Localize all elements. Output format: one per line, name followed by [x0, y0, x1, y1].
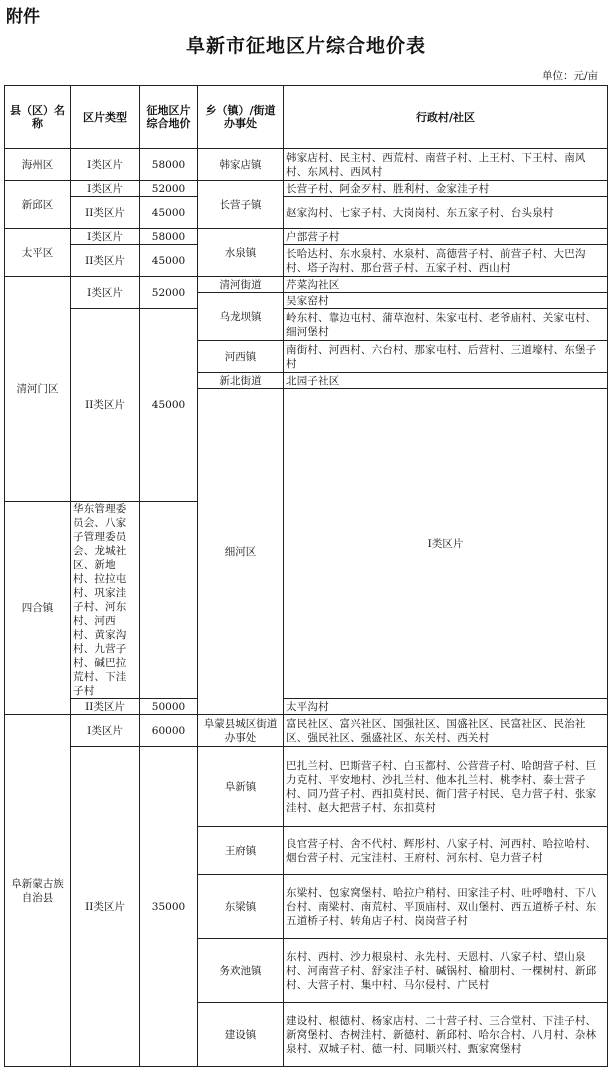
county-cell: 新邱区: [5, 181, 71, 229]
header-villages: 行政村/社区: [284, 86, 608, 149]
attachment-label: 附件: [6, 7, 40, 27]
table-row: [5, 277, 608, 293]
villages-cell: 建设村、根德村、杨家店村、二十营子村、三合堂村、下洼子村、新窝堡村、杏树洼村、新德村、新邱村、哈尔合村、八月村、杂林泉村、双城子村、德一村、同顺兴村、甄家窝堡村: [284, 1003, 608, 1067]
price-cell: 60000: [140, 715, 198, 747]
price-cell: 52000: [140, 277, 198, 309]
villages-cell: 韩家店村、民主村、西荒村、南营子村、上王村、下王村、南风村、东风村、西风村: [284, 149, 608, 181]
zone-type-cell: II类区片: [71, 747, 140, 1067]
town-cell: 乌龙坝镇: [198, 293, 284, 341]
town-cell: 韩家店镇: [198, 149, 284, 181]
villages-cell: 赵家沟村、七家子村、大岗岗村、东五家子村、台头泉村: [284, 197, 608, 229]
header-county: 县（区）名称: [5, 86, 71, 149]
villages-cell: 南街村、河西村、六台村、那家屯村、后营村、三道壕村、东堡子村: [284, 341, 608, 373]
villages-cell: 户部营子村: [284, 229, 608, 245]
zone-type-cell: I类区片: [71, 181, 140, 197]
table-row: [5, 309, 608, 341]
table-row: [5, 715, 608, 747]
table-row: [5, 747, 608, 827]
county-cell: 细河区: [198, 389, 284, 715]
zone-type-cell: I类区片: [71, 229, 140, 245]
villages-cell: 吴家窑村: [284, 293, 608, 309]
town-cell: 东梁镇: [198, 875, 284, 939]
table-row: [5, 229, 608, 245]
villages-cell: 华东管理委员会、八家子管理委员会、龙城社区、新地村、拉拉屯村、巩家洼子村、河东村、河西村、黄家沟村、九营子村、碱巴拉荒村、下洼子村: [71, 502, 140, 699]
town-cell: 水泉镇: [198, 229, 284, 277]
price-cell: 58000: [140, 149, 198, 181]
town-cell: 长营子镇: [198, 181, 284, 229]
header-row: [5, 86, 608, 149]
villages-cell: 北园子社区: [284, 373, 608, 389]
header-price: 征地区片综合地价: [140, 86, 198, 149]
price-cell: 35000: [140, 747, 198, 1067]
unit-label: 单位：元/亩: [541, 70, 598, 82]
zone-type-cell: II类区片: [71, 245, 140, 277]
villages-cell: 巴扎兰村、巴斯营子村、白玉都村、公营营子村、哈朗营子村、巨力克村、平安地村、沙扎兰村、他本扎兰村、桃李村、泰士营子村、同乃营子村、西扣莫村民、衙门营子村民、皂力营子村、张家洼村、赵大把营子村、东扣莫村: [284, 747, 608, 827]
county-cell: 太平区: [5, 229, 71, 277]
town-cell: 阜新镇: [198, 747, 284, 827]
page-title: 阜新市征地区片综合地价表: [185, 35, 426, 57]
villages-cell: 长哈达村、东水泉村、水泉村、高德营子村、前营子村、大巴沟村、塔子沟村、那台营子村、五家子村、西山村: [284, 245, 608, 277]
villages-cell: 良官营子村、舍不代村、辉彤村、八家子村、河西村、哈拉哈村、烟台营子村、元宝洼村、王府村、河东村、皂力营子村: [284, 827, 608, 875]
villages-cell: 富民社区、富兴社区、国强社区、国盛社区、民富社区、民治社区、强民社区、强盛社区、东关村、西关村: [284, 715, 608, 747]
town-cell: 新北街道: [198, 373, 284, 389]
price-cell: 45000: [140, 245, 198, 277]
town-cell: 四合镇: [5, 502, 71, 715]
town-cell: 王府镇: [198, 827, 284, 875]
table-row: [5, 699, 608, 715]
town-cell: 建设镇: [198, 1003, 284, 1067]
table-row: [5, 149, 608, 181]
villages-cell: 东村、西村、沙力根泉村、永先村、天恩村、八家子村、望山泉村、河南营子村、舒家洼子村、碱锅村、榆朋村、一棵树村、新邱村、大营子村、集中村、马尔侵村、广民村: [284, 939, 608, 1003]
town-cell: 清河街道: [198, 277, 284, 293]
price-cell: 58000: [140, 229, 198, 245]
zone-type-cell: I类区片: [71, 715, 140, 747]
zone-type-cell: II类区片: [71, 699, 140, 715]
table-row: [5, 245, 608, 277]
villages-cell: 太平沟村: [284, 699, 608, 715]
town-cell: 河西镇: [198, 341, 284, 373]
county-cell: 阜新蒙古族自治县: [5, 715, 71, 1067]
table-row: [5, 197, 608, 229]
county-cell: 清河门区: [5, 277, 71, 502]
header-zone-type: 区片类型: [71, 86, 140, 149]
zone-type-cell: II类区片: [71, 197, 140, 229]
zone-type-cell: I类区片: [284, 389, 608, 699]
price-cell: 45000: [140, 197, 198, 229]
table-row: [5, 181, 608, 197]
villages-cell: 岭东村、靠边屯村、蒲草泡村、朱家屯村、老爷庙村、关家屯村、细河堡村: [284, 309, 608, 341]
county-cell: 海州区: [5, 149, 71, 181]
price-cell: 52000: [140, 181, 198, 197]
land-price-table: [4, 85, 608, 1067]
town-cell: 阜蒙县城区街道办事处: [198, 715, 284, 747]
villages-cell: 长营子村、阿金歹村、胜利村、金家洼子村: [284, 181, 608, 197]
price-cell: 50000: [140, 699, 198, 715]
zone-type-cell: I类区片: [71, 149, 140, 181]
villages-cell: 东梁村、包家窝堡村、哈拉户稍村、田家洼子村、吐呼噜村、下八台村、南梁村、南荒村、平顶庙村、双山堡村、西五道桥子村、东五道桥子村、转角店子村、岗岗营子村: [284, 875, 608, 939]
zone-type-cell: I类区片: [71, 277, 140, 309]
price-cell: 45000: [140, 309, 198, 502]
header-town: 乡（镇）/街道办事处: [198, 86, 284, 149]
villages-cell: 芹菜沟社区: [284, 277, 608, 293]
town-cell: 务欢池镇: [198, 939, 284, 1003]
zone-type-cell: II类区片: [71, 309, 140, 502]
